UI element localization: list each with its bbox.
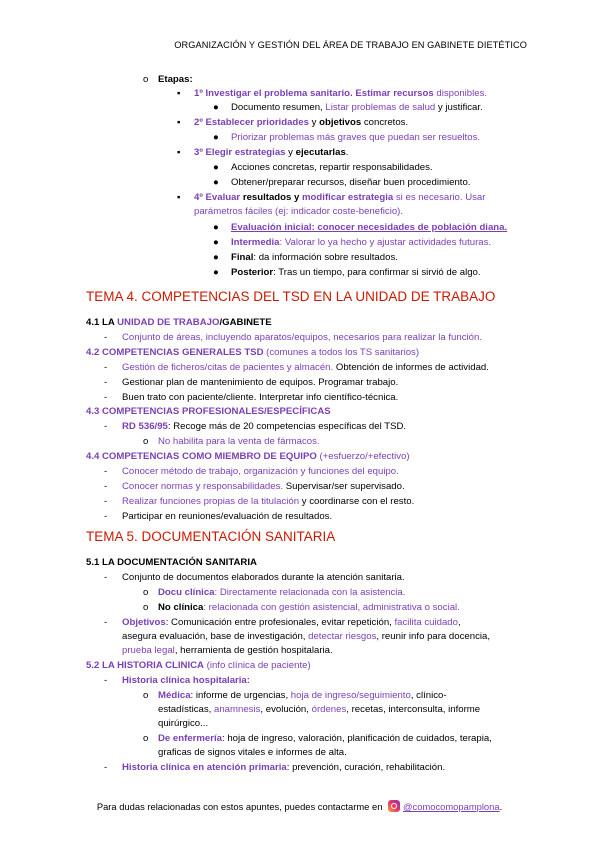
dash-bullet-icon: - [104,481,108,492]
dash-bullet-icon: - [104,466,108,477]
circle-bullet-icon: o [143,587,149,598]
section-5-2-subitem-2: De enfermería: hoja de ingreso, valoración, planificación de cuidados, terapia, [158,733,492,744]
dot-bullet-icon: ● [213,237,219,248]
dot-bullet-icon: ● [213,267,219,278]
etapa-4-item-4: Posterior: Tras un tiempo, para confirmar si sirvió de algo. [231,267,481,278]
dot-bullet-icon: ● [213,102,219,113]
dash-bullet-icon: - [104,362,108,373]
dot-bullet-icon: ● [213,222,219,233]
section-4-2-item-1: Gestión de ficheros/citas de pacientes y almacén. Obtención de informes de actividad. [122,362,489,373]
section-5-1-item-1: Conjunto de documentos elaborados durante la atención sanitaria. [122,572,405,583]
dash-bullet-icon: - [104,572,108,583]
dash-bullet-icon: - [104,511,108,522]
section-5-2: 5.2 LA HISTORIA CLINICA (info clínica de paciente) [86,660,311,671]
etapa-3: 3º Elegir estrategias y ejecutarlas. [194,147,349,158]
dash-bullet-icon: - [104,675,108,686]
dot-bullet-icon: ● [213,162,219,173]
circle-bullet-icon: o [143,74,149,85]
dash-bullet-icon: - [104,617,108,628]
section-5-1-item-2-cont2: prueba legal, herramienta de gestión hospitalaria. [122,645,333,656]
section-4-4-item-4: Participar en reuniones/evaluación de resultados. [122,511,333,522]
section-4-4: 4.4 COMPETENCIAS COMO MIEMBRO DE EQUIPO (+esfuerzo/+efectivo) [86,451,410,462]
section-4-3-subitem: No habilita para la venta de fármacos. [158,436,320,447]
page-header: ORGANIZACIÓN Y GESTIÓN DEL ÁREA DE TRABAJO EN GABINETE DIETÉTICO [174,40,527,50]
etapa-4-cont: parámetros fáciles (ej: indicador coste-beneficio). [194,206,404,217]
section-4-2-item-2: Gestionar plan de mantenimiento de equipos. Programar trabajo. [122,377,399,388]
section-4-2-item-3: Buen trato con paciente/cliente. Interpretar info científico-técnica. [122,392,399,403]
dash-bullet-icon: - [104,496,108,507]
section-5-1: 5.1 LA DOCUMENTACIÓN SANITARIA [86,557,257,568]
square-bullet-icon: ▪ [177,147,181,158]
section-5-1-subitem-1: Docu clínica: Directamente relacionada con la asistencia. [158,587,406,598]
circle-bullet-icon: o [143,436,149,447]
etapa-1-item: Documento resumen, Listar problemas de salud y justificar. [231,102,483,113]
section-4-3: 4.3 COMPETENCIAS PROFESIONALES/ESPECÍFICAS [86,406,331,417]
section-4-4-item-2: Conocer normas y responsabilidades. Supervisar/ser supervisado. [122,481,405,492]
tema4-title: TEMA 4. COMPETENCIAS DEL TSD EN LA UNIDAD DE TRABAJO [86,289,496,304]
etapa-2: 2º Establecer prioridades y objetivos concretos. [194,117,409,128]
dot-bullet-icon: ● [213,252,219,263]
instagram-link[interactable]: @comocomopamplona [403,801,500,812]
instagram-icon [388,800,400,812]
etapa-4-item-1: Evaluación inicial: conocer necesidades de población diana. [231,222,508,233]
dash-bullet-icon: - [104,421,108,432]
etapa-3-item-2: Obtener/preparar recursos, diseñar buen procedimiento. [231,177,471,188]
square-bullet-icon: ▪ [177,117,181,128]
dash-bullet-icon: - [104,332,108,343]
etapa-2-item: Priorizar problemas más graves que puedan ser resueltos. [231,132,481,143]
section-5-1-item-2-cont1: asegura evaluación, base de investigación, detectar riesgos, reunir info para docencia, [122,631,490,642]
circle-bullet-icon: o [143,690,149,701]
circle-bullet-icon: o [143,602,149,613]
section-5-2-subitem-2-cont: graficas de signos vitales e informes de alta. [158,747,347,758]
dot-bullet-icon: ● [213,177,219,188]
page-footer: Para dudas relacionadas con estos apuntes, puedes contactarme en @comocomopamplona. [96,801,503,812]
section-5-2-subitem-1-cont1: estadísticas, anamnesis, evolución, órdenes, recetas, interconsulta, informe [158,704,481,715]
square-bullet-icon: ▪ [177,192,181,203]
footer-text: Para dudas relacionadas con estos apuntes, puedes contactarme en [96,801,386,812]
etapa-4-item-3: Final: da información sobre resultados. [231,252,398,263]
dash-bullet-icon: - [104,762,108,773]
section-5-2-subitem-1-cont2: quirúrgico... [158,718,209,729]
section-5-2-item-2: Historia clínica en atención primaria: prevención, curación, rehabilitación. [122,762,446,773]
square-bullet-icon: ▪ [177,88,181,99]
section-4-4-item-1: Conocer método de trabajo, organización y funciones del equipo. [122,466,399,477]
dot-bullet-icon: ● [213,132,219,143]
section-4-1: 4.1 LA UNIDAD DE TRABAJO/GABINETE [86,317,272,328]
tema5-title: TEMA 5. DOCUMENTACIÓN SANITARIA [86,529,336,544]
section-4-4-item-3: Realizar funciones propias de la titulación y coordinarse con el resto. [122,496,415,507]
etapa-1: 1º Investigar el problema sanitario. Estimar recursos disponibles. [194,88,488,99]
section-5-2-subitem-1: Médica: informe de urgencias, hoja de ingreso/seguimiento, clínico- [158,690,447,701]
dash-bullet-icon: - [104,377,108,388]
etapa-4-item-2: Intermedia: Valorar lo ya hecho y ajustar actividades futuras. [231,237,492,248]
section-4-1-item: Conjunto de áreas, incluyendo aparatos/equipos, necesarios para realizar la función. [122,332,482,343]
etapas-title: Etapas: [158,74,193,85]
section-5-1-item-2: Objetivos: Comunicación entre profesionales, evitar repetición, facilita cuidado, [122,617,461,628]
section-4-3-item: RD 536/95: Recoge más de 20 competencias específicas del TSD. [122,421,407,432]
section-5-2-item-1: Historia clínica hospitalaria: [122,675,250,686]
section-4-2: 4.2 COMPETENCIAS GENERALES TSD (comunes a todos los TS sanitarios) [86,347,420,358]
etapa-4: 4º Evaluar resultados y modificar estrategia si es necesario. Usar [194,192,486,203]
dash-bullet-icon: - [104,392,108,403]
circle-bullet-icon: o [143,733,149,744]
section-5-1-subitem-2: No clínica: relacionada con gestión asistencial, administrativa o social. [158,602,460,613]
etapa-3-item-1: Acciones concretas, repartir responsabilidades. [231,162,433,173]
